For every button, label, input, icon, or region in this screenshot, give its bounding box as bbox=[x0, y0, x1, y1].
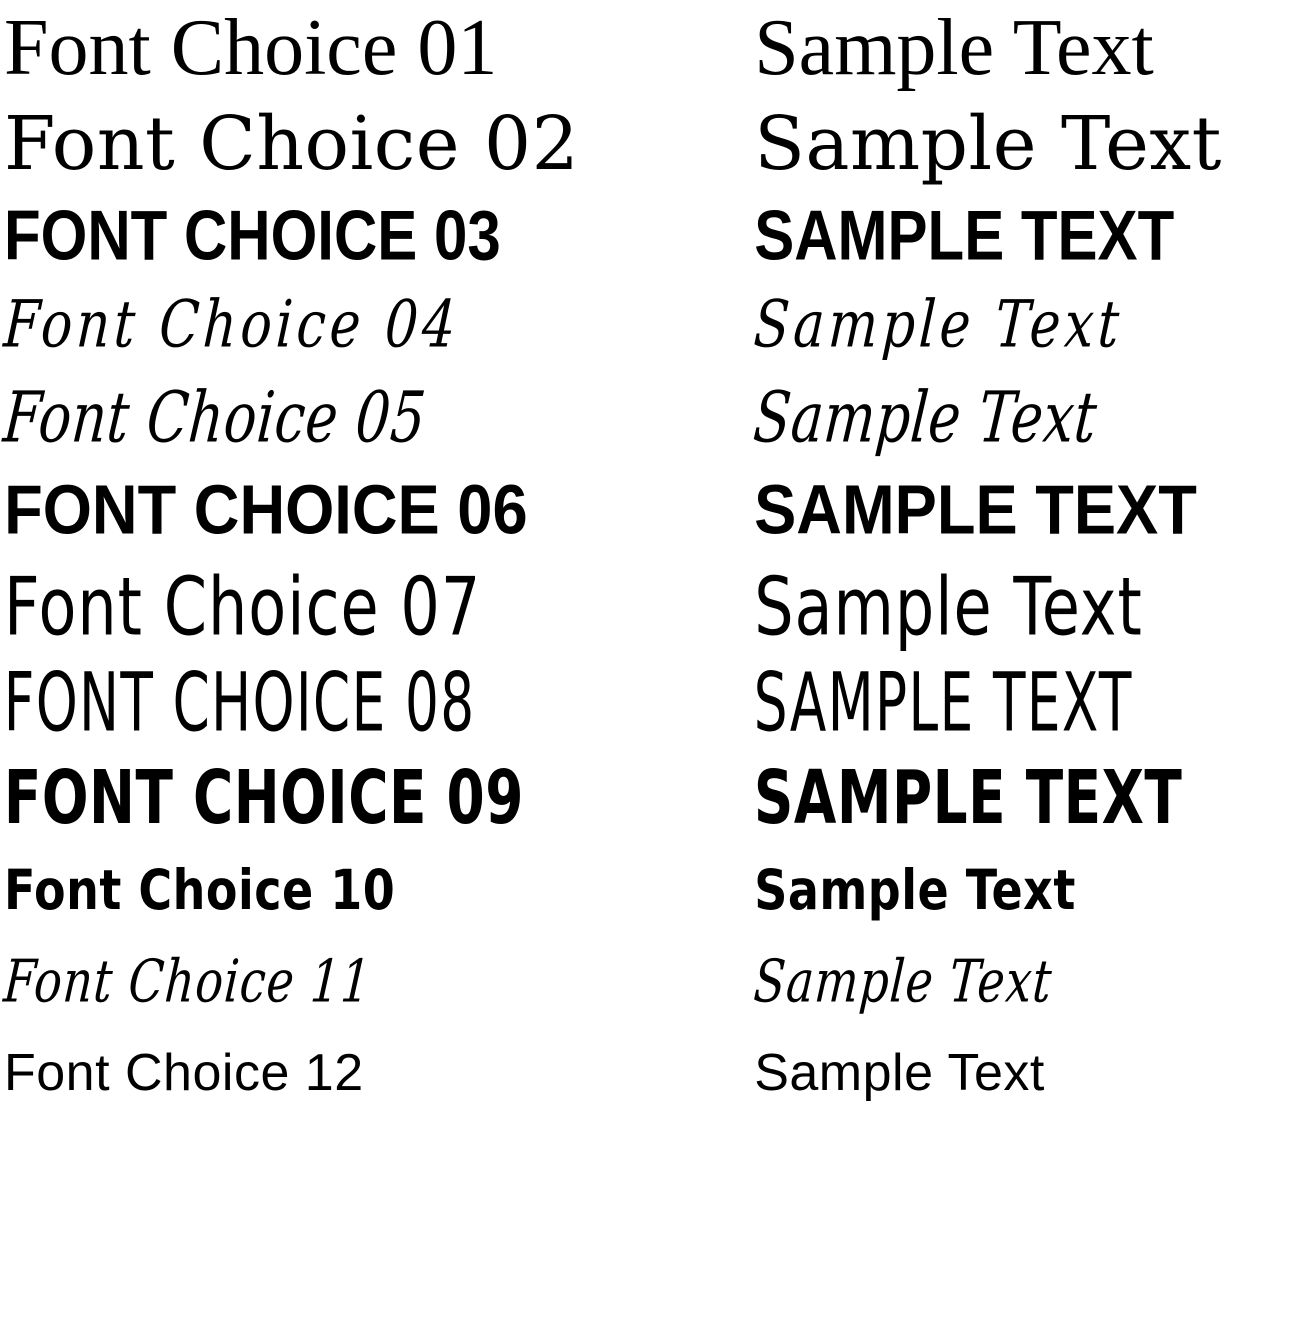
font-choice-row[interactable] bbox=[0, 935, 1290, 1027]
font-choice-label: Font Choice 12 bbox=[4, 1044, 364, 1102]
font-choice-label: FONT CHOICE 09 bbox=[3, 755, 524, 841]
font-choice-label: Font Choice 11 bbox=[1, 946, 374, 1016]
font-choice-label: Font Choice 04 bbox=[1, 287, 462, 363]
font-choice-label: FONT CHOICE 06 bbox=[4, 471, 528, 549]
font-choice-row[interactable] bbox=[0, 279, 1290, 371]
font-choice-row[interactable] bbox=[0, 96, 1290, 191]
font-sample-text: Sample Text bbox=[750, 376, 1101, 458]
font-sample-text: Sample Text bbox=[751, 946, 1055, 1016]
font-choice-label: FONT CHOICE 03 bbox=[4, 195, 501, 275]
font-choice-row[interactable] bbox=[0, 557, 1290, 655]
font-sample-text: Sample Text bbox=[754, 3, 1154, 92]
font-choice-label: Font Choice 01 bbox=[4, 3, 498, 92]
font-choice-row[interactable] bbox=[0, 845, 1290, 935]
font-sample-text: SAMPLE TEXT bbox=[753, 655, 1133, 751]
font-sample-text: SAMPLE TEXT bbox=[754, 755, 1183, 841]
font-sample-text: SAMPLE TEXT bbox=[754, 195, 1175, 275]
font-choice-row[interactable] bbox=[0, 191, 1290, 279]
font-choice-row[interactable] bbox=[0, 0, 1290, 96]
font-sample-text: Sample Text bbox=[754, 857, 1076, 923]
font-choice-label: Font Choice 10 bbox=[4, 857, 396, 923]
font-choice-label: FONT CHOICE 08 bbox=[3, 655, 476, 751]
font-choice-row[interactable] bbox=[0, 751, 1290, 845]
font-sample-text: SAMPLE TEXT bbox=[754, 471, 1198, 549]
font-sample-text: Sample Text bbox=[754, 100, 1222, 187]
font-sample-text: Sample Text bbox=[754, 558, 1143, 654]
font-choice-row[interactable] bbox=[0, 371, 1290, 463]
font-choice-row[interactable] bbox=[0, 1027, 1290, 1119]
font-sample-text: Sample Text bbox=[752, 287, 1126, 363]
font-choice-row[interactable] bbox=[0, 463, 1290, 557]
font-choice-label: Font Choice 05 bbox=[0, 376, 429, 458]
font-choice-row[interactable] bbox=[0, 655, 1290, 751]
font-choice-label: Font Choice 02 bbox=[4, 100, 580, 187]
font-sample-text: Sample Text bbox=[754, 1044, 1045, 1102]
font-choice-label: Font Choice 07 bbox=[4, 558, 482, 654]
